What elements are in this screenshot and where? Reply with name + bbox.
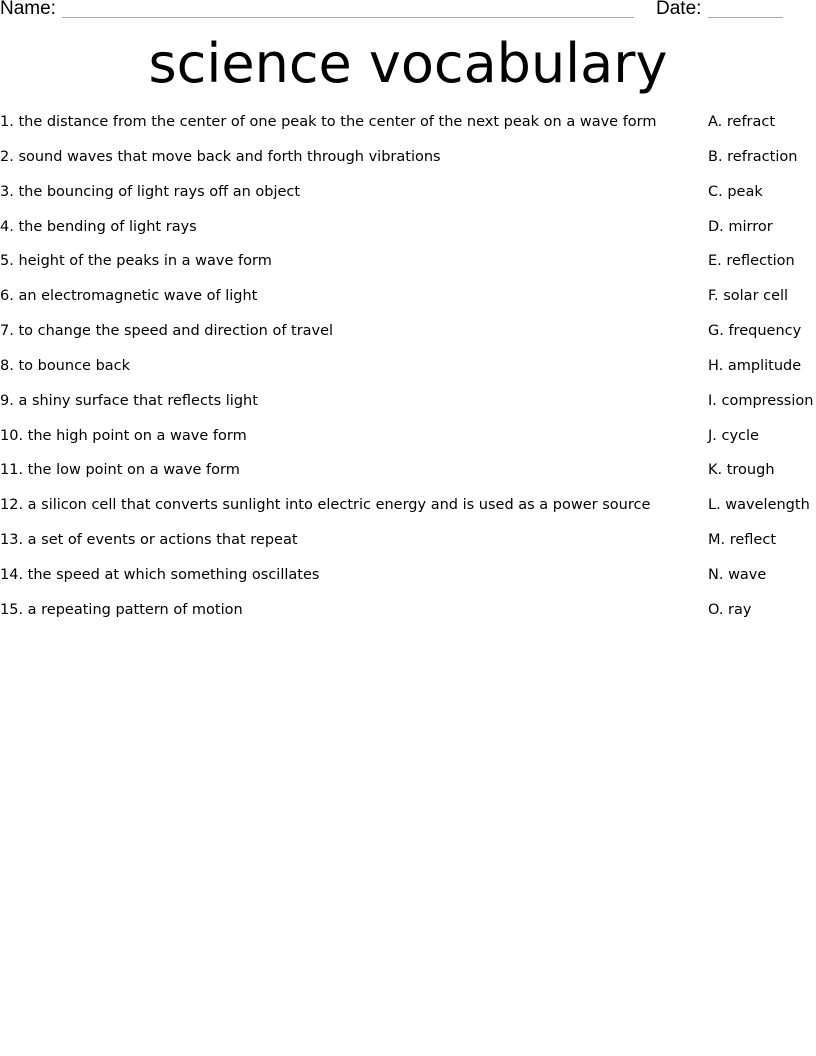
answer-choice: K. trough — [708, 462, 775, 479]
worksheet-header — [0, 0, 816, 22]
list-item — [0, 250, 816, 285]
answer-choice: I. compression — [708, 392, 814, 409]
clue-text: 5. height of the peaks in a wave form — [0, 253, 272, 270]
clue-text: 11. the low point on a wave form — [0, 462, 240, 479]
list-item — [0, 425, 816, 460]
list-item — [0, 529, 816, 564]
list-item — [0, 285, 816, 320]
clue-text: 4. the bending of light rays — [0, 218, 197, 235]
clue-text: 2. sound waves that move back and forth through vibrations — [0, 148, 441, 165]
clue-text: 12. a silicon cell that converts sunlight into electric energy and is used as a power source — [0, 497, 651, 514]
date-label: Date: — [656, 0, 702, 19]
name-blank-line — [62, 17, 634, 18]
list-item — [0, 494, 816, 529]
name-label: Name: — [0, 0, 56, 19]
answer-choice: E. reflection — [708, 253, 795, 270]
list-item — [0, 216, 816, 251]
list-item — [0, 355, 816, 390]
list-item — [0, 599, 816, 634]
answer-choice: G. frequency — [708, 323, 802, 340]
answer-choice: J. cycle — [708, 427, 759, 444]
clue-text: 8. to bounce back — [0, 357, 131, 374]
clue-text: 10. the high point on a wave form — [0, 427, 247, 444]
clue-text: 13. a set of events or actions that repeat — [0, 532, 298, 549]
clue-text: 15. a repeating pattern of motion — [0, 601, 243, 618]
clue-text: 7. to change the speed and direction of travel — [0, 323, 334, 340]
clue-text: 6. an electromagnetic wave of light — [0, 288, 258, 305]
answer-choice: O. ray — [708, 601, 752, 618]
clue-text: 9. a shiny surface that reflects light — [0, 392, 258, 409]
answer-choice: B. refraction — [708, 148, 798, 165]
list-item — [0, 181, 816, 216]
clue-text: 3. the bouncing of light rays off an object — [0, 183, 301, 200]
answer-choice: D. mirror — [708, 218, 773, 235]
worksheet-title: science vocabulary — [148, 32, 668, 95]
list-item — [0, 459, 816, 494]
list-item — [0, 320, 816, 355]
list-item — [0, 146, 816, 181]
clue-text: 1. the distance from the center of one peak to the center of the next peak on a wave form — [0, 114, 657, 130]
answer-choice: A. refract — [708, 114, 776, 130]
date-blank-line — [708, 17, 783, 18]
list-item — [0, 564, 816, 599]
list-item — [0, 111, 816, 146]
answer-choice: N. wave — [708, 566, 767, 583]
answer-choice: C. peak — [708, 183, 763, 200]
clue-text: 14. the speed at which something oscillates — [0, 566, 320, 583]
answer-choice: M. reflect — [708, 532, 777, 549]
list-item — [0, 390, 816, 425]
answer-choice: H. amplitude — [708, 357, 802, 374]
answer-choice: F. solar cell — [708, 288, 789, 305]
answer-choice: L. wavelength — [708, 497, 810, 514]
matching-list — [0, 111, 816, 634]
